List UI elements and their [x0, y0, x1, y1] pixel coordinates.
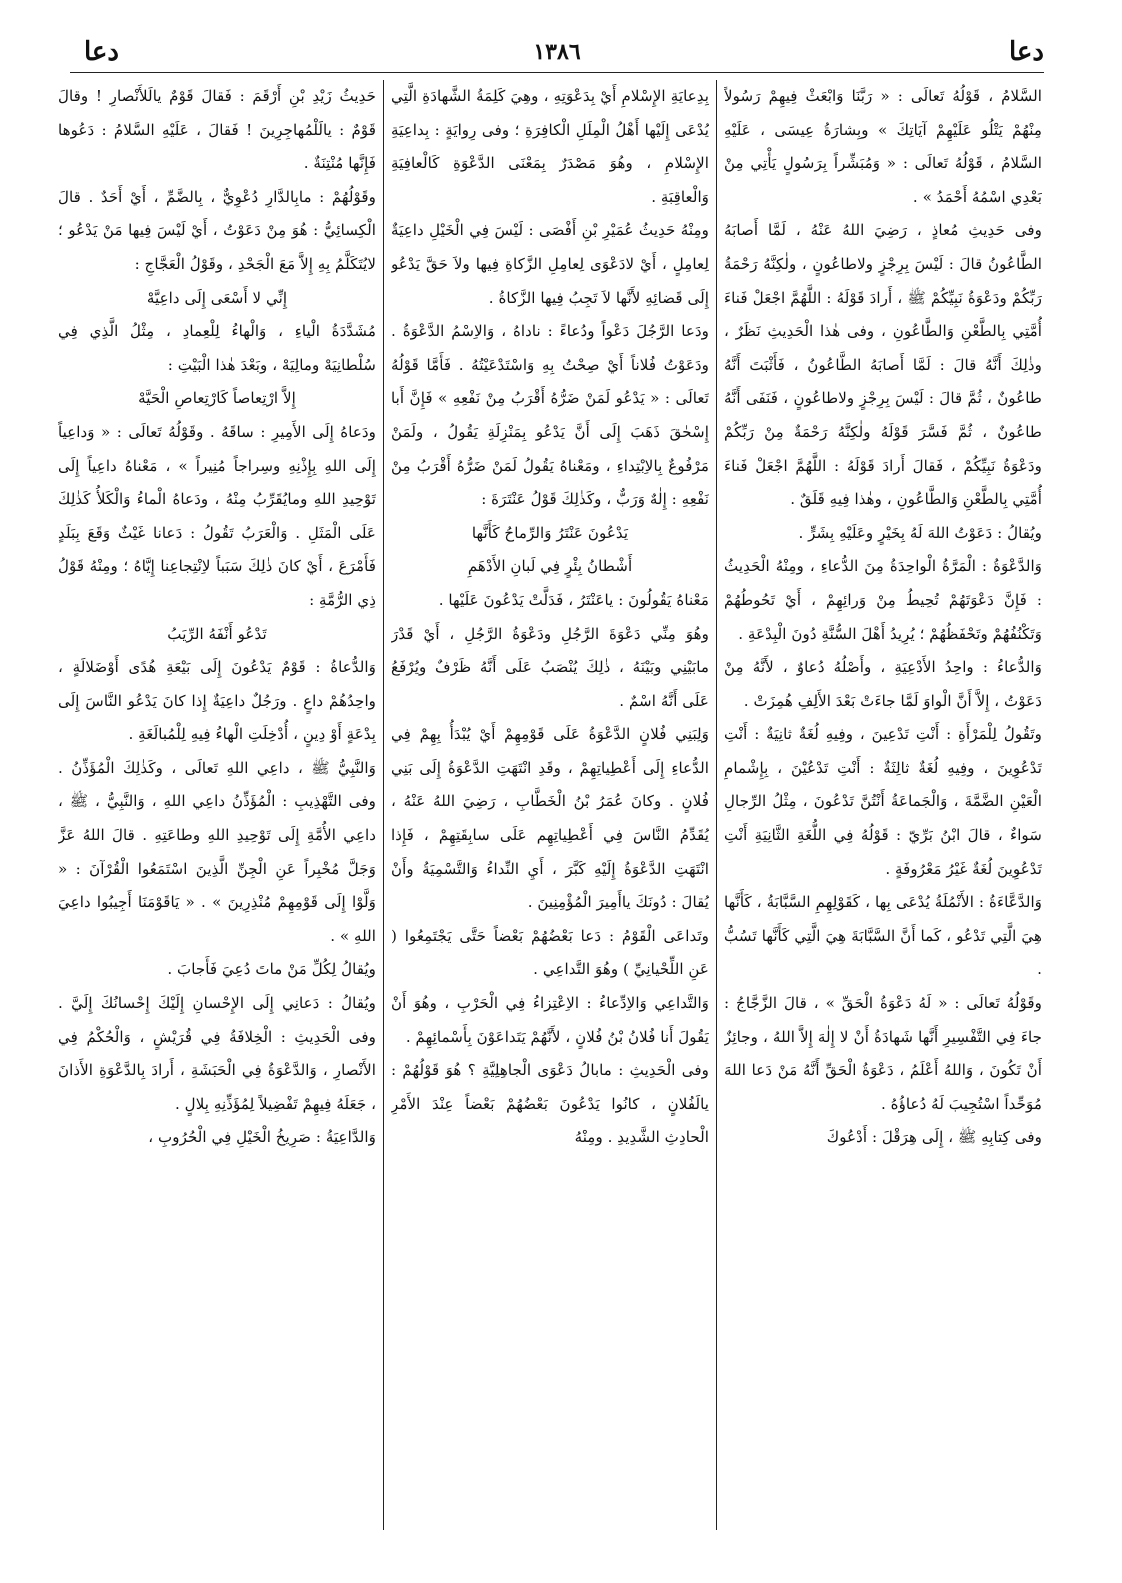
- paragraph: وقَوْلُهُمْ : مابِالدَّارِ دُعْوِيٌّ ، بِالضَّمِّ ، أَيْ أَحَدٌ . قالَ الْكِسائِيُّ : هُوَ مِنْ دَعَوْتُ ، أَيْ لَيْسَ فِيها مَنْ يَدْعُو ؛ لايُتَكَلَّمُ بِهِ إِلاَّ مَعَ الْجَحْدِ ، وقَوْلُ الْعَجَّاجِ :: [58, 187, 376, 273]
- paragraph: ومِنْهُ حَدِيثُ عُمَيْرِ بْنِ أَفْصَى : لَيْسَ فِي الْخَيْلِ داعِيَةٌ لِعامِلٍ ، أَيْ لادَعْوَى لِعامِلِ الزَّكاةِ فِيها ولاَ حَقَّ يَدْعُو إِلَى قَضائِهِ لأَنَّها لاَ تَجِبُ فِيها الزَّكاةُ .: [391, 221, 709, 307]
- text-columns: [58, 80, 1042, 1530]
- paragraph: حَدِيثُ زَيْدِ بْنِ أَرْقَمَ : فَقالَ قَوْمٌ يالَلأَنْصارِ ! وقالَ قَوْمٌ : يالَلْمُهاجِرِينَ ! فَقالَ ، عَلَيْهِ السَّلامُ : دَعُوها فَإِنَّها مُنْتِنَةٌ .: [58, 87, 376, 173]
- paragraph: وَالدُّعاءُ : واحِدُ الأَدْعِيَةِ ، وأَصْلُهُ دُعاوٌ ، لأَنَّهُ مِنْ دَعَوْتُ ، إِلاَّ أَنَّ الْواوَ لَمَّا جاءَتْ بَعْدَ الأَلِفِ هُمِزَتْ .: [724, 658, 1042, 710]
- paragraph: وهُوَ مِنِّي دَعْوَةَ الرَّجُلِ ودَعْوَةُ الرَّجُلِ ، أَيْ قَدْرَ مابَيْنِي وبَيْنَهُ ، ذٰلِكَ يُنْصَبُ عَلَى أَنَّهُ ظَرْفٌ ويُرْفَعُ عَلَى أَنَّهُ اسْمٌ .: [391, 624, 709, 710]
- column-middle: [391, 80, 709, 1530]
- verse-line: إِنِّي لا أَسْعَى إِلَى داعِيَّهْ: [146, 288, 288, 307]
- paragraph: وَالدَّعَّاءَةُ : الأَنْمُلَةُ يُدْعَى بِها ، كَقَوْلِهِمِ السَّبَّابَةُ ، كَأَنَّها هِيَ الَّتِي تَدْعُو ، كَما أَنَّ السَّبَّابَةَ هِيَ الَّتِي كَأَنَّها تَسُبُّ .: [724, 893, 1042, 979]
- paragraph: وَالدَّاعِيَةُ : صَرِيخُ الْخَيْلِ فِي الْحُرُوبِ ،: [148, 1128, 376, 1147]
- paragraph: بِدِعايَةِ الإِسْلامِ أَيْ بِدَعْوَتِهِ ، وهِيَ كَلِمَةُ الشَّهادَةِ الَّتِي يُدْعَى إِلَيْها أَهْلُ الْمِلَلِ الْكافِرَةِ ؛ وفى رِوايَةٍ : بِداعِيَةِ الإِسْلامِ ، وهُوَ مَصْدَرٌ بِمَعْنَى الدَّعْوَةِ كَالْعافِيَةِ وَالْعاقِبَةِ .: [391, 87, 709, 206]
- paragraph: وقَوْلُهُ تَعالَى : « لَهُ دَعْوَةُ الْحَقِّ » ، قالَ الزَّجَّاجُ : جاءَ فِي التَّفْسِيرِ أَنَّها شَهادَةُ أَنْ لا إِلٰهَ إِلاَّ اللهُ ، وجائِزٌ أَنْ تَكُونَ ، وَاللهُ أَعْلَمُ ، دَعْوَةُ الْحَقِّ أَنَّهُ مَنْ دَعا اللهَ مُوَحِّداً اسْتُجِيبَ لَهُ دُعاؤُهُ .: [724, 994, 1042, 1113]
- paragraph: وَالتَّداعِي وَالاِدِّعاءُ : الاِعْتِزاءُ فِي الْحَرْبِ ، وهُوَ أَنْ يَقُولَ أَنا فُلانُ بْنُ فُلانٍ ، لأَنَّهُمْ يَتَداعَوْنَ بِأَسْمائِهِمْ .: [391, 994, 709, 1046]
- header-entry-word-left: دعا: [84, 37, 120, 67]
- paragraph: وَالنَّبِيُّ ﷺ ، داعِي اللهِ تَعالَى ، وكَذٰلِكَ الْمُؤَذِّنُ . وفى التَّهْذِيبِ : الْمُؤَذِّنُ داعِي اللهِ ، وَالنَّبِيُّ ، ﷺ ، داعِي الأُمَّةِ إِلَى تَوْحِيدِ اللهِ وطاعَتِهِ . قالَ اللهُ عَزَّ وَجَلَّ مُخْبِراً عَنِ الْجِنِّ الَّذِينَ اسْتَمَعُوا الْقُرْآنَ : « وَلَّوْا إِلَى قَوْمِهِمْ مُنْذِرِينَ » . « يَاقَوْمَنَا أَجِيبُوا داعِيَ اللهِ » .: [58, 758, 376, 945]
- header-entry-word-right: دعا: [1008, 37, 1044, 67]
- verse-line: يَدْعُونَ عَنْتَرُ وَالرِّماحُ كَأَنَّها: [471, 523, 629, 542]
- paragraph: ودَعاهُ إِلَى الأَمِيرِ : ساقَهُ . وقَوْلُهُ تَعالَى : « وَداعِياً إِلَى اللهِ بِإِذْنِهِ وسِراجاً مُنِيراً » ، مَعْناهُ داعِياً إِلَى تَوْحِيدِ اللهِ ومايُقَرِّبُ مِنْهُ ، ودَعاهُ الْماءُ وَالْكَلأُ كَذٰلِكَ عَلَى الْمَثَلِ . وَالْعَرَبُ تَقُولُ : دَعانا غَيْثٌ وَقَعَ بِبَلَدٍ فَأَمْرَعَ ، أَيْ كانَ ذٰلِكَ سَبَباً لاِنْتِجاعِنا إِيَّاهُ ؛ ومِنْهُ قَوْلُ ذِي الرُّمَّةِ :: [58, 422, 376, 609]
- paragraph: ودَعا الرَّجُلَ دَعْواً ودُعاءً : ناداهُ ، وَالاِسْمُ الدَّعْوَةُ . ودَعَوْتُ فُلاناً أَيْ صِحْتُ بِهِ وَاسْتَدْعَيْتُهُ . فَأَمَّا قَوْلُهُ تَعالَى : « يَدْعُو لَمَنْ ضَرُّهُ أَقْرَبُ مِنْ نَفْعِهِ » فَإِنَّ أَبا إِسْحٰقَ ذَهَبَ إِلَى أَنَّ يَدْعُو بِمَنْزِلَةِ يَقُولُ ، ولَمَنْ مَرْفُوعٌ بِالاِبْتِداءِ ، ومَعْناهُ يَقُولُ لَمَنْ ضَرُّهُ أَقْرَبُ مِنْ نَفْعِهِ : إِلٰهٌ وَرَبٌّ ، وكَذٰلِكَ قَوْلُ عَنْتَرَةَ :: [391, 322, 709, 509]
- paragraph: وَلِبَنِي فُلانٍ الدَّعْوَةُ عَلَى قَوْمِهِمْ أَيْ يُبْدَأُ بِهِمْ فِي الدُّعاءِ إِلَى أَعْطِياتِهِمْ ، وقَدِ انْتَهَتِ الدَّعْوَةُ إِلَى بَنِي فُلانٍ . وكانَ عُمَرُ بْنُ الْخَطَّابِ ، رَضِيَ اللهُ عَنْهُ ، يُقَدِّمُ النَّاسَ فِي أَعْطِياتِهِم عَلَى سابِقَتِهِمْ ، فَإِذا انْتَهَتِ الدَّعْوَةُ إِلَيْهِ كَبَّرَ ، أَيِ النِّداءُ وَالتَّسْمِيَةُ وأَنْ يُقالَ : دُونَكَ ياأَمِيرَ الْمُؤْمِنِينَ .: [391, 725, 709, 912]
- column-divider: [716, 80, 717, 1530]
- paragraph: وتَداعَى الْقَوْمُ : دَعا بَعْضُهُمْ بَعْضاً حَتَّى يَجْتَمِعُوا ( عَنِ اللِّحْيانِيِّ ) وهُوَ التَّداعِي .: [391, 926, 709, 979]
- paragraph: مُشَدَّدَةُ الْياءِ ، وَالْهاءُ لِلْعِمادِ ، مِثْلُ الَّذِي فِي سُلْطانِيَهْ ومالِيَهْ ، وبَعْدَ هٰذا الْبَيْتِ :: [58, 322, 376, 374]
- paragraph: وفى حَدِيثِ مُعاذٍ ، رَضِيَ اللهُ عَنْهُ ، لَمَّا أَصابَهُ الطَّاعُونُ قالَ : لَيْسَ بِرِجْزٍ ولاطاعُونٍ ، ولٰكِنَّهُ رَحْمَةُ رَبِّكُمْ ودَعْوَةُ نَبِيِّكُمْ ﷺ ، أَرادَ قَوْلَهُ : اللَّهُمَّ اجْعَلْ فَناءَ أُمَّتِي بِالطَّعْنِ وَالطَّاعُونِ ، وفى هٰذا الْحَدِيثِ نَظَرٌ ، وذٰلِكَ أَنَّهُ قالَ : لَمَّا أَصابَهُ الطَّاعُونُ ، فَأَثْبَتَ أَنَّهُ طاعُونٌ ، ثُمَّ قالَ : لَيْسَ بِرِجْزٍ ولاطاعُونٍ ، فَنَفَى أَنَّهُ طاعُونٌ ، ثُمَّ فَسَّرَ قَوْلَهُ ولٰكِنَّهُ رَحْمَةٌ مِنْ رَبِّكُمْ ودَعْوَةُ نَبِيِّكُمْ ، فَقالَ أَرادَ قَوْلَهُ : اللَّهُمَّ اجْعَلْ فَناءَ أُمَّتِي بِالطَّعْنِ وَالطَّاعُونِ ، وهٰذا فِيهِ قَلَقٌ .: [724, 221, 1042, 509]
- verse-line: إِلاَّ ارْتِعاصاً كَارْتِعاصِ الْحَيَّهْ: [138, 389, 296, 408]
- column-divider: [383, 80, 384, 1530]
- column-right: [724, 80, 1042, 1530]
- paragraph: وفى كِتابِهِ ﷺ ، إِلَى هِرَقْلَ : أَدْعُوكَ: [826, 1128, 1042, 1147]
- paragraph: ويُقالُ : دَعَوْتُ اللهَ لَهُ بِخَيْرٍ وعَلَيْهِ بِشَرٍّ .: [798, 523, 1042, 542]
- page-header: [70, 34, 1044, 74]
- paragraph: ويُقالُ : دَعانِي إِلَى الإِحْسانِ إِلَيْكَ إِحْسانُكَ إِلَيَّ . وفى الْحَدِيثِ : الْخِلافَةُ فِي قُرَيْشٍ ، وَالْحُكْمُ فِي الأَنْصارِ ، وَالدَّعْوَةُ فِي الْحَبَشَةِ ، أَرادَ بِالدَّعْوَةِ الأَذانَ ، جَعَلَهُ فِيهِمْ تَفْضِيلاً لِمُؤَذِّنِهِ بِلالٍ .: [58, 994, 376, 1113]
- column-left: [58, 80, 376, 1530]
- page-number: ١٣٨٦: [533, 39, 581, 65]
- verse-line: تَدْعُو أَنْفَهُ الرِّيَبُ: [167, 624, 267, 643]
- paragraph: وَالدُّعاةُ : قَوْمٌ يَدْعُونَ إِلَى بَيْعَةِ هُدًى أَوْضَلالَةٍ ، واحِدُهُمْ داعٍ . ورَجُلٌ داعِيَةٌ إِذا كانَ يَدْعُو النَّاسَ إِلَى بِدْعَةٍ أَوْ دِينٍ ، أُدْخِلَتِ الْهاءُ فِيهِ لِلْمُبالَغَةِ .: [58, 658, 376, 744]
- header-rule: [70, 72, 1044, 73]
- paragraph: ويُقالُ لِكُلِّ مَنْ ماتَ دُعِيَ فَأَجابَ .: [167, 960, 376, 979]
- paragraph: وفى الْحَدِيثِ : مابالُ دَعْوَى الْجاهِلِيَّةِ ؟ هُوَ قَوْلُهُمْ : يالَفُلانٍ ، كانُوا يَدْعُونَ بَعْضُهُمْ بَعْضاً عِنْدَ الأَمْرِ الْحادِثِ الشَّدِيدِ . ومِنْهُ: [391, 1061, 709, 1147]
- paragraph: وَالدَّعْوَةُ : الْمَرَّةُ الْواحِدَةُ مِنَ الدُّعاءِ ، ومِنْهُ الْحَدِيثُ : فَإِنَّ دَعْوَتَهُمْ تُحِيطُ مِنْ وَرائِهِمْ ، أَيْ تَحُوطُهُمْ وَتَكْنُفُهُمْ وتَحْفَظُهُمْ ؛ يُرِيدُ أَهْلَ السُّنَّةِ دُونَ الْبِدْعَةِ .: [724, 557, 1042, 643]
- verse-line: أَشْطانُ بِئْرٍ فِي لَبانِ الأَدْهَمِ: [467, 557, 633, 576]
- paragraph: السَّلامُ ، قَوْلُهُ تَعالَى : « رَبَّنَا وَابْعَثْ فِيهِمْ رَسُولاً مِنْهُمْ يَتْلُو عَلَيْهِمْ آيَاتِكَ » وبِشارَةُ عِيسَى ، عَلَيْهِ السَّلامُ ، قَوْلُهُ تَعالَى : « وَمُبَشِّراً بِرَسُولٍ يَأْتِي مِنْ بَعْدِي اسْمُهُ أَحْمَدُ » .: [724, 87, 1042, 206]
- paragraph: وتَقُولُ لِلْمَرْأَةِ : أَنْتِ تَدْعِينَ ، وفِيهِ لُغَةٌ ثانِيَةٌ : أَنْتِ تَدْعُوِينَ ، وفِيهِ لُغَةٌ ثالِثَةٌ : أَنْتِ تَدْعُيْنَ ، بِإِشْمامِ الْعَيْنِ الضَّمَّةَ ، وَالْجَماعَةُ أَنْتُنَّ تَدْعُونَ ، مِثْلُ الرِّجالِ سَواءٌ ، قالَ ابْنُ بَرِّيّ : قَوْلُهُ فِي اللُّغَةِ الثَّانِيَةِ أَنْتِ تَدْعُوِينَ لُغَةٌ غَيْرُ مَعْرُوفَةٍ .: [724, 725, 1042, 878]
- paragraph: مَعْناهُ يَقُولُونَ : ياعَنْتَرُ ، فَدَلَّتْ يَدْعُونَ عَلَيْها .: [438, 590, 709, 609]
